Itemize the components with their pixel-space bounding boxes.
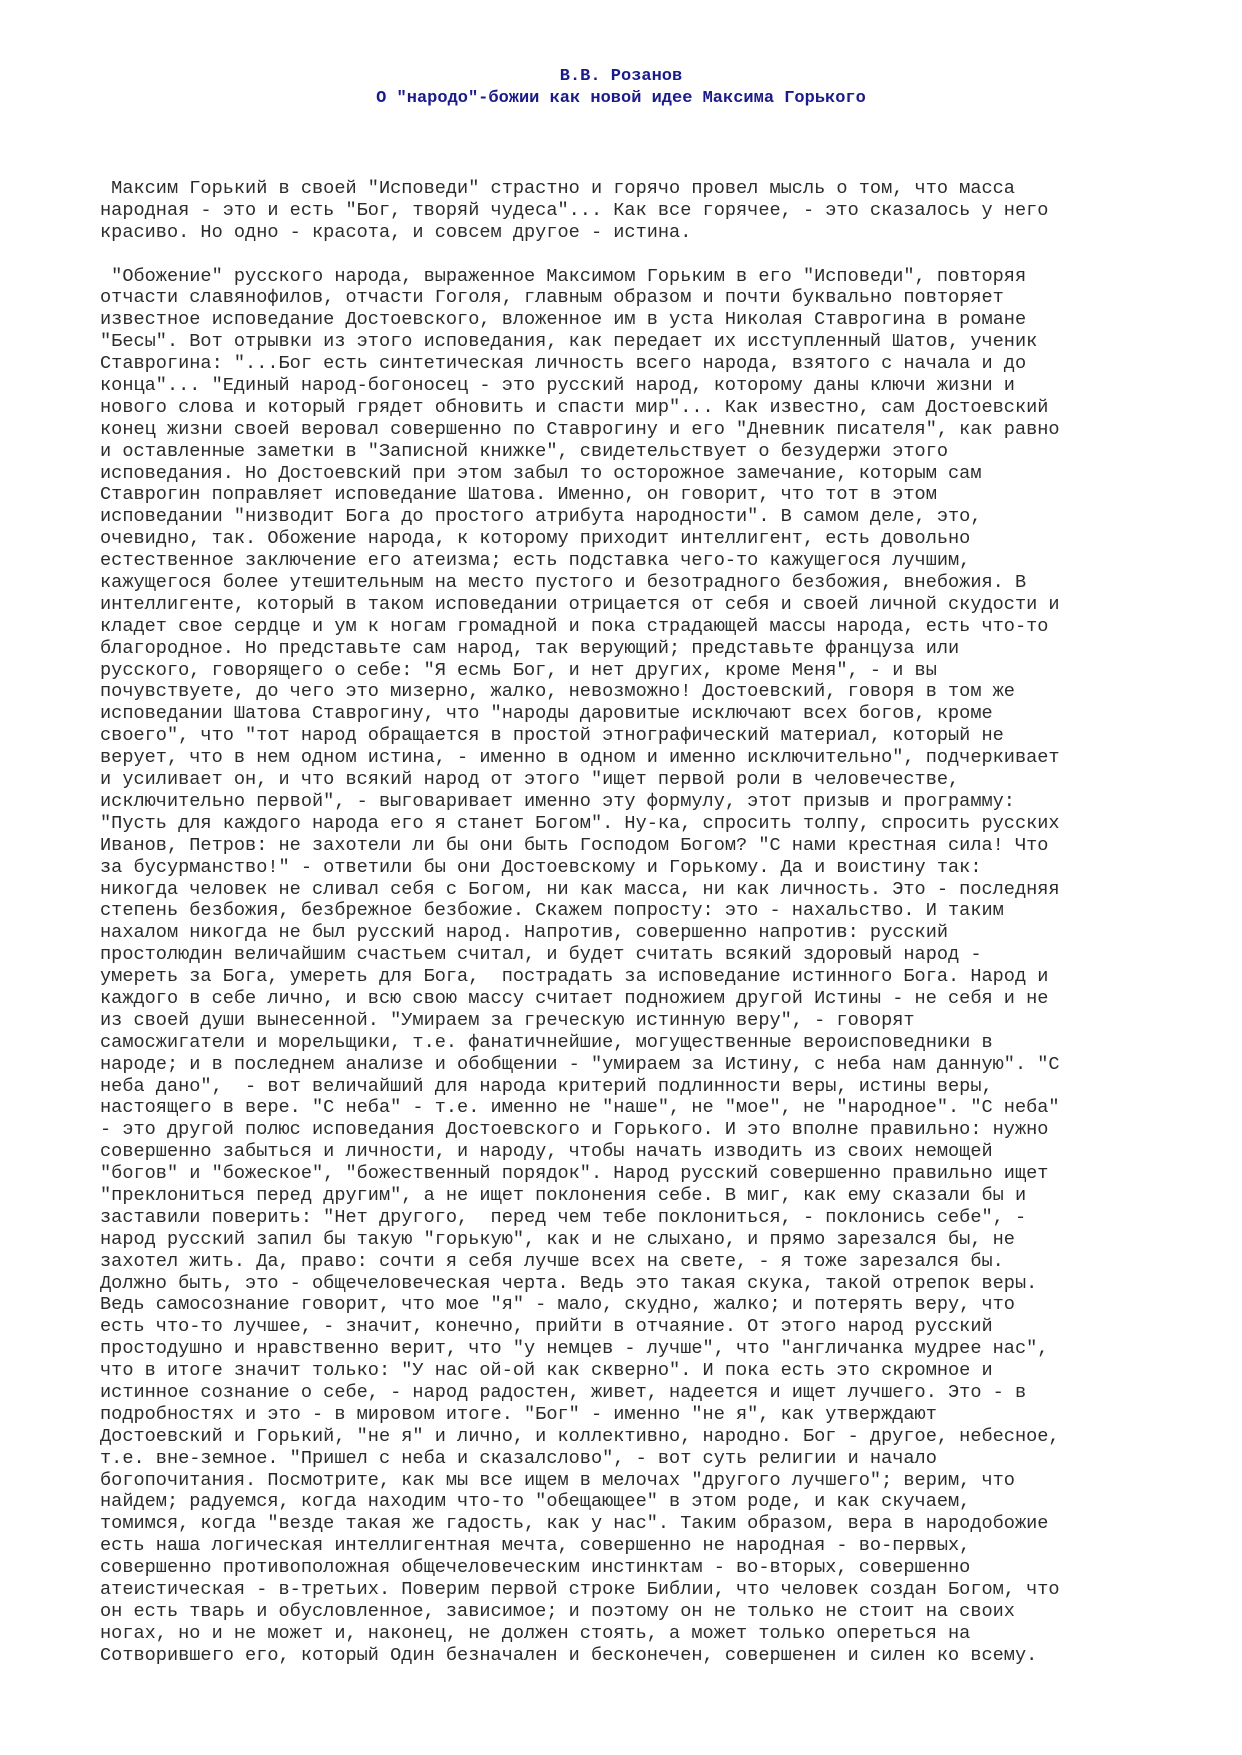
text-line: есть наша логическая интеллигентная мечта, совершенно не народная - во-первых, bbox=[100, 1535, 971, 1557]
text-line: Достоевский и Горький, "не я" и лично, и коллективно, народно. Бог - другое, небесное, bbox=[100, 1425, 1060, 1447]
text-line: исповедании Шатова Ставрогину, что "народы даровитые исключают всех богов, кроме bbox=[100, 703, 993, 725]
author-name: В.В. Розанов bbox=[559, 67, 683, 86]
text-line: очевидно, так. Обожение народа, к которому приходит интеллигент, есть довольно bbox=[100, 528, 971, 550]
text-line: найдем; радуемся, когда находим что-то "обещающее" в этом роде, и как скучаем, bbox=[100, 1491, 971, 1513]
text-line: настоящего в вере. "С неба" - т.е. именно не "наше", не "мое", не "народное". "С неба" bbox=[100, 1097, 1060, 1119]
text-line: исключительно первой", - выговаривает именно эту формулу, этот призыв и программу: bbox=[100, 790, 1015, 812]
text-line: никогда человек не сливал себя с Богом, ни как масса, ни как личность. Это - последняя bbox=[100, 878, 1060, 900]
text-line: кажущегося более утешительным на место пустого и безотрадного безбожия, внебожия. В bbox=[100, 572, 1027, 594]
text-line: "Бесы". Вот отрывки из этого исповедания, как передает их исступленный Шатов, ученик bbox=[100, 331, 1038, 353]
text-line: исповедания. Но Достоевский при этом забыл то осторожное замечание, которым сам bbox=[100, 462, 982, 484]
document-header bbox=[0, 66, 1242, 110]
text-line: простодушно и нравственно верит, что "у немцев - лучше", что "англичанка мудрее нас", bbox=[100, 1338, 1049, 1360]
text-line: своего", что "тот народ обращается в простой этнографический материал, который не bbox=[100, 725, 1004, 747]
paragraph bbox=[100, 178, 1200, 244]
text-line: он есть тварь и обусловленное, зависимое; и поэтому он не только не стоит на своих bbox=[100, 1600, 1015, 1622]
text-line: верует, что в нем одном истина, - именно в одном и именно исключительно", подчеркивает bbox=[100, 747, 1060, 769]
text-line: Ведь самосознание говорит, что мое "я" - мало, скудно, жалко; и потерять веру, что bbox=[100, 1294, 1015, 1316]
text-line: простолюдин величайшим счастьем считал, и будет считать всякий здоровый народ - bbox=[100, 944, 982, 966]
text-line: кладет свое сердце и ум к ногам громадной и пока страдающей массы народа, есть что-то bbox=[100, 615, 1049, 637]
text-line: конца"... "Единый народ-богоносец - это русский народ, которому даны ключи жизни и bbox=[100, 375, 1015, 397]
text-line: умереть за Бога, умереть для Бога, пострадать за исповедание истинного Бога. Народ и bbox=[100, 966, 1049, 988]
text-line: атеистическая - в-третьих. Поверим первой строке Библии, что человек создан Богом, что bbox=[100, 1579, 1060, 1600]
text-line: совершенно забыться и личности, и народу, чтобы начать изводить из своих немощей bbox=[100, 1141, 993, 1163]
text-line: конец жизни своей веровал совершенно по Ставрогину и его "Дневник писателя", как равно bbox=[100, 418, 1060, 440]
text-line: самосжигатели и морельщики, т.е. фанатичнейшие, могущественные вероисповедники в bbox=[100, 1031, 993, 1053]
text-line: из своей души вынесенной. "Умираем за греческую истинную веру", - говорят bbox=[100, 1009, 915, 1031]
text-line: народ русский запил бы такую "горькую", как и не слыхано, и прямо зарезался бы, не bbox=[100, 1228, 1015, 1250]
text-line: т.е. вне-земное. "Пришел с неба и сказалслово", - вот суть религии и начало bbox=[100, 1447, 937, 1469]
text-line: благородное. Но представьте сам народ, так верующий; представьте француза или bbox=[100, 637, 960, 659]
text-line: есть что-то лучшее, - значит, конечно, прийти в отчаяние. От этого народ русский bbox=[100, 1316, 993, 1338]
text-line: - это другой полюс исповедания Достоевского и Горького. И это вполне правильно: нужно bbox=[100, 1119, 1049, 1141]
text-line: за бусурманство!" - ответили бы они Достоевскому и Горькому. Да и воистину так: bbox=[100, 856, 982, 878]
text-line: нового слова и который грядет обновить и спасти мир"... Как известно, сам Достоевский bbox=[100, 396, 1049, 418]
text-line: "Обожение" русского народа, выраженное Максимом Горьким в его "Исповеди", повторяя bbox=[100, 265, 1027, 287]
text-line: народная - это и есть "Бог, творяй чудеса"... Как все горячее, - это сказалось у него bbox=[100, 199, 1049, 221]
text-line: и оставленные заметки в "Записной книжке", свидетельствует о безудержи этого bbox=[100, 440, 949, 462]
text-line: русского, говорящего о себе: "Я есмь Бог, и нет других, кроме Меня", - и вы bbox=[100, 659, 937, 681]
text-line: исповедании "низводит Бога до простого атрибута народности". В самом деле, это, bbox=[100, 506, 982, 528]
paragraph bbox=[100, 266, 1200, 1667]
text-line: и усиливает он, и что всякий народ от этого "ищет первой роли в человечестве, bbox=[100, 769, 960, 791]
text-line: известное исповедание Достоевского, вложенное им в уста Николая Ставрогина в романе bbox=[100, 309, 1027, 331]
text-line: почувствуете, до чего это мизерно, жалко, невозможно! Достоевский, говоря в том же bbox=[100, 681, 1015, 703]
text-line: что в итоге значит только: "У нас ой-ой как скверно". И пока есть это скромное и bbox=[100, 1360, 993, 1382]
text-line: "Пусть для каждого народа его я станет Богом". Ну-ка, спросить толпу, спросить русских bbox=[100, 812, 1060, 834]
text-line: совершенно противоположная общечеловеческим инстинктам - во-вторых, совершенно bbox=[100, 1557, 971, 1579]
text-line: неба дано", - вот величайший для народа критерий подлинности веры, истины веры, bbox=[100, 1075, 993, 1097]
text-line: ногах, но и не может и, наконец, не должен стоять, а может только опереться на bbox=[100, 1622, 971, 1644]
text-line: Максим Горький в своей "Исповеди" страстно и горячо провел мысль о том, что масса bbox=[100, 178, 1015, 199]
text-line: Ставрогин поправляет исповедание Шатова. Именно, он говорит, что тот в этом bbox=[100, 484, 937, 506]
text-line: каждого в себе лично, и всю свою массу считает подножием другой Истины - не себя и не bbox=[100, 987, 1049, 1009]
text-line: народе; и в последнем анализе и обобщении - "умираем за Истину, с неба нам данную". "С bbox=[100, 1053, 1060, 1075]
text-line: истинное сознание о себе, - народ радостен, живет, надеется и ищет лучшего. Это - в bbox=[100, 1381, 1027, 1403]
text-line: отчасти славянофилов, отчасти Гоголя, главным образом и почти буквально повторяет bbox=[100, 287, 1004, 309]
text-line: естественное заключение его атеизма; есть подставка чего-то кажущегося лучшим, bbox=[100, 550, 971, 572]
text-line: Сотворившего его, который Один безначален и бесконечен, совершенен и силен ко всему. bbox=[100, 1644, 1038, 1666]
text-line: интеллигенте, который в таком исповедании отрицается от себя и своей личной скудости и bbox=[100, 593, 1060, 615]
text-line: степень безбожия, безбрежное безбожие. Скажем попросту: это - нахальство. И таким bbox=[100, 900, 1004, 922]
text-line: заставили поверить: "Нет другого, перед чем тебе поклониться, - поклонись себе", - bbox=[100, 1206, 1027, 1228]
text-line: богопочитания. Посмотрите, как мы все ищем в мелочах "другого лучшего"; верим, что bbox=[100, 1469, 1015, 1491]
document-body bbox=[100, 178, 1200, 1667]
text-line: нахалом никогда не был русский народ. Напротив, совершенно напротив: русский bbox=[100, 922, 949, 944]
text-line: "богов" и "божеское", "божественный порядок". Народ русский совершенно правильно ищет bbox=[100, 1163, 1049, 1185]
text-line: Ставрогина: "...Бог есть синтетическая личность всего народа, взятого с начала и до bbox=[100, 353, 1027, 375]
text-line: Иванов, Петров: не захотели ли бы они быть Господом Богом? "С нами крестная сила! Что bbox=[100, 834, 1049, 856]
text-line: Должно быть, это - общечеловеческая черта. Ведь это такая скука, такой отрепок веры. bbox=[100, 1272, 1038, 1294]
text-line: подробностях и это - в мировом итоге. "Бог" - именно "не я", как утверждают bbox=[100, 1403, 937, 1425]
text-line: томимся, когда "везде такая же гадость, как у нас". Таким образом, вера в народобожие bbox=[100, 1513, 1049, 1535]
document-title: О "народо"-божии как новой идее Максима Горького bbox=[376, 89, 866, 108]
text-line: красиво. Но одно - красота, и совсем другое - истина. bbox=[100, 221, 692, 243]
text-line: захотел жить. Да, право: сочти я себя лучше всех на свете, - я тоже зарезался бы. bbox=[100, 1250, 1004, 1272]
text-line: "преклониться перед другим", а не ищет поклонения себе. В миг, как ему сказали бы и bbox=[100, 1184, 1027, 1206]
